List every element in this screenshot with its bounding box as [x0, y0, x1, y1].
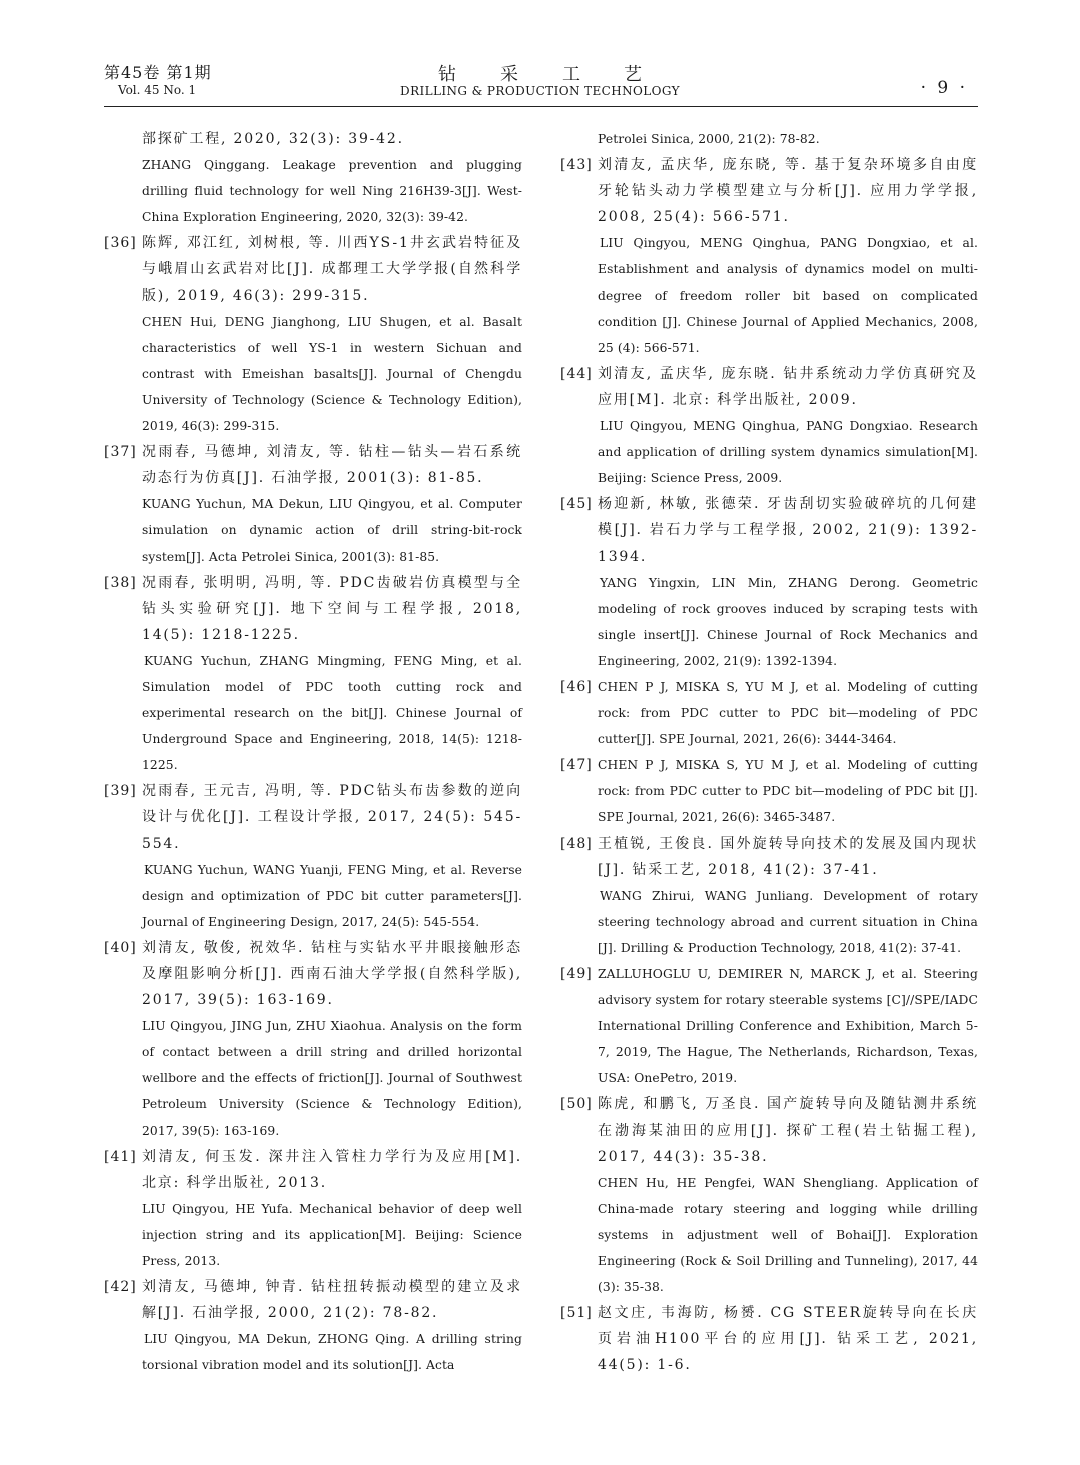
volume-issue-en: Vol. 45 No. 1: [118, 83, 197, 97]
reference-49: [560, 961, 978, 1091]
reference-39: [104, 778, 522, 935]
reference-40: [104, 935, 522, 1144]
reference-en-text: ZALLUHOGLU U, DEMIRER N, MARCK J, et al. Steering advisory system for rotary steerable systems [C]//SPE/IADC International Drilling Conference and Exhibition, March 5-7, 2019, The Hague, The Netherlands, Richardson, Texas, USA: OnePetro, 2019.: [598, 967, 978, 1086]
reference-38: [104, 570, 522, 779]
references-right-column: [560, 126, 978, 1379]
reference-en-text: CHEN Hu, HE Pengfei, WAN Shengliang. Application of China-made rotary steering and logging while drilling systems in adjustment well of Bohai[J]. Exploration Engineering (Rock & Soil Drilling and Tunneling), 2017, 44 (3): 35-38.: [598, 1175, 978, 1295]
reference-en-text: LIU Qingyou, MENG Qinghua, PANG Dongxiao. Research and application of drilling system dynamics simulation[M]. Beijing: Science Press, 2009.: [598, 419, 978, 486]
reference-number: [40]: [104, 939, 137, 956]
reference-number: [46]: [560, 678, 593, 695]
volume-issue-cn: 第45卷 第1期: [104, 63, 212, 82]
reference-cn-text: 部探矿工程, 2020, 32(3): 39-42.: [142, 131, 404, 147]
reference-cn-text: 况雨春, 张明明, 冯明, 等. PDC齿破岩仿真模型与全钻头实验研究[J]. 地下空间与工程学报, 2018, 14(5): 1218-1225.: [142, 574, 522, 643]
reference-number: [50]: [560, 1096, 593, 1113]
reference-47: [560, 752, 978, 830]
reference-en-text: YANG Yingxin, LIN Min, ZHANG Derong. Geometric modeling of rock grooves induced by scraping tests with single insert[J]. Chinese Journal of Rock Mechanics and Engineering, 2002, 21(9): 1392-1394.: [598, 575, 978, 668]
reference-cn-text: 刘清友, 马德坤, 钟青. 钻柱扭转振动模型的建立及求解[J]. 石油学报, 2000, 21(2): 78-82.: [142, 1279, 522, 1322]
reference-number: [41]: [104, 1148, 137, 1165]
reference-en-text: KUANG Yuchun, MA Dekun, LIU Qingyou, et al. Computer simulation on dynamic action of drill string-bit-rock system[J]. Acta Petrolei Sinica, 2001(3): 81-85.: [142, 497, 522, 564]
reference-number: [49]: [560, 966, 593, 982]
references-left-column: [104, 126, 522, 1379]
reference-en-text: LIU Qingyou, MENG Qinghua, PANG Dongxiao, et al. Establishment and analysis of dynamics model on multi-degree of freedom roller bit based on complicated condition [J]. Chinese Journal of Applied Mechanics, 2008, 25 (4): 566-571.: [598, 236, 978, 355]
reference-en-text: WANG Zhirui, WANG Junliang. Development of rotary steering technology abroad and current situation in China [J]. Drilling & Production Technology, 2018, 41(2): 37-41.: [598, 888, 978, 955]
reference-41: [104, 1144, 522, 1274]
reference-42: [104, 1274, 522, 1378]
reference-number: [37]: [104, 444, 137, 461]
reference-cn-text: 王植锐, 王俊良. 国外旋转导向技术的发展及国内现状[J]. 钻采工艺, 2018, 41(2): 37-41.: [598, 835, 978, 878]
reference-36: [104, 230, 522, 439]
reference-en-text: CHEN P J, MISKA S, YU M J, et al. Modeling of cutting rock: from PDC cutter to PDC bit—modeling of PDC bit [J]. SPE Journal, 2021, 26(6): 3465-3487.: [598, 758, 978, 825]
reference-number: [38]: [104, 574, 137, 591]
reference-cn-text: 赵文庄, 韦海防, 杨赟. CG STEER旋转导向在长庆页岩油H100平台的应用[J]. 钻采工艺, 2021, 44(5): 1-6.: [598, 1305, 978, 1374]
reference-cn-text: 刘清友, 孟庆华, 庞东晓. 钻井系统动力学仿真研究及应用[M]. 北京: 科学出版社, 2009.: [598, 365, 978, 408]
journal-title-cn: 钻采工艺: [438, 64, 686, 85]
reference-cn-text: 陈虎, 和鹏飞, 万圣良. 国产旋转导向及随钻测井系统在渤海某油田的应用[J]. 探矿工程(岩土钻掘工程), 2017, 44(3): 35-38.: [598, 1096, 978, 1165]
reference-en-text: KUANG Yuchun, WANG Yuanji, FENG Ming, et al. Reverse design and optimization of PDC bit cutter parameters[J]. Journal of Engineering Design, 2017, 24(5): 545-554.: [142, 862, 522, 929]
reference-cn-text: 刘清友, 何玉发. 深井注入管柱力学行为及应用[M]. 北京: 科学出版社, 2013.: [142, 1148, 522, 1191]
reference-number: [44]: [560, 365, 593, 382]
reference-cn-text: 刘清友, 敬俊, 祝效华. 钻柱与实钻水平井眼接触形态及摩阻影响分析[J]. 西南石油大学学报(自然科学版), 2017, 39(5): 163-169.: [142, 939, 522, 1009]
reference-51: [560, 1300, 978, 1378]
reference-45: [560, 491, 978, 674]
reference-number: [39]: [104, 783, 137, 800]
reference-43: [560, 152, 978, 361]
reference-cn-text: 况雨春, 王元吉, 冯明, 等. PDC钻头布齿参数的逆向设计与优化[J]. 工程设计学报, 2017, 24(5): 545-554.: [142, 783, 522, 852]
reference-en-text: CHEN P J, MISKA S, YU M J, et al. Modeling of cutting rock: from PDC cutter to PDC bit—modeling of PDC cutter[J]. SPE Journal, 2021, 26(6): 3444-3464.: [598, 679, 978, 747]
reference-continued: [560, 126, 978, 152]
reference-en-text: ZHANG Qinggang. Leakage prevention and plugging drilling fluid technology for well Ning 216H39-3[J]. West-China Exploration Engineering, 2020, 32(3): 39-42.: [142, 158, 522, 225]
reference-number: [42]: [104, 1279, 137, 1296]
reference-en-text: KUANG Yuchun, ZHANG Mingming, FENG Ming, et al. Simulation model of PDC tooth cutting rock and experimental research on the bit[J]. Chinese Journal of Underground Space and Engineering, 2018, 14(5): 1218-1225.: [142, 653, 522, 773]
journal-title-en: DRILLING & PRODUCTION TECHNOLOGY: [400, 84, 680, 98]
reference-number: [51]: [560, 1305, 593, 1322]
reference-number: [48]: [560, 835, 593, 852]
reference-number: [45]: [560, 496, 593, 513]
reference-44: [560, 361, 978, 491]
page-number: · 9 ·: [920, 78, 968, 98]
reference-continued: [104, 126, 522, 230]
reference-en-text: Petrolei Sinica, 2000, 21(2): 78-82.: [598, 132, 820, 146]
reference-en-text: LIU Qingyou, JING Jun, ZHU Xiaohua. Analysis on the form of contact between a drill string and drilled horizontal wellbore and the effects of friction[J]. Journal of Southwest Petroleum University (Science & Technology Edition), 2017, 39(5): 163-169.: [142, 1019, 522, 1138]
header-rule: [104, 106, 978, 107]
reference-cn-text: 陈辉, 邓江红, 刘树根, 等. 川西YS-1井玄武岩特征及与峨眉山玄武岩对比[J]. 成都理工大学学报(自然科学版), 2019, 46(3): 299-315.: [142, 235, 522, 304]
reference-48: [560, 831, 978, 961]
reference-number: [43]: [560, 157, 593, 174]
reference-50: [560, 1091, 978, 1300]
reference-number: [47]: [560, 757, 593, 774]
reference-cn-text: 刘清友, 孟庆华, 庞东晓, 等. 基于复杂环境多自由度牙轮钻头动力学模型建立与分析[J]. 应用力学学报, 2008, 25(4): 566-571.: [598, 157, 978, 226]
reference-en-text: LIU Qingyou, MA Dekun, ZHONG Qing. A drilling string torsional vibration model and its solution[J]. Acta: [142, 1332, 522, 1373]
reference-en-text: LIU Qingyou, HE Yufa. Mechanical behavior of deep well injection string and its application[M]. Beijing: Science Press, 2013.: [142, 1201, 522, 1269]
reference-cn-text: 况雨春, 马德坤, 刘清友, 等. 钻柱—钻头—岩石系统动态行为仿真[J]. 石油学报, 2001(3): 81-85.: [142, 444, 522, 487]
reference-en-text: CHEN Hui, DENG Jianghong, LIU Shugen, et al. Basalt characteristics of well YS-1 in western Sichuan and contrast with Emeishan basalts[J]. Journal of Chengdu University of Technology (Science & Technology Edition), 2019, 46(3): 299-315.: [142, 314, 522, 434]
reference-number: [36]: [104, 235, 137, 252]
reference-46: [560, 674, 978, 752]
reference-cn-text: 杨迎新, 林敏, 张德荣. 牙齿刮切实验破碎坑的几何建模[J]. 岩石力学与工程学报, 2002, 21(9): 1392-1394.: [598, 496, 978, 565]
reference-37: [104, 439, 522, 569]
